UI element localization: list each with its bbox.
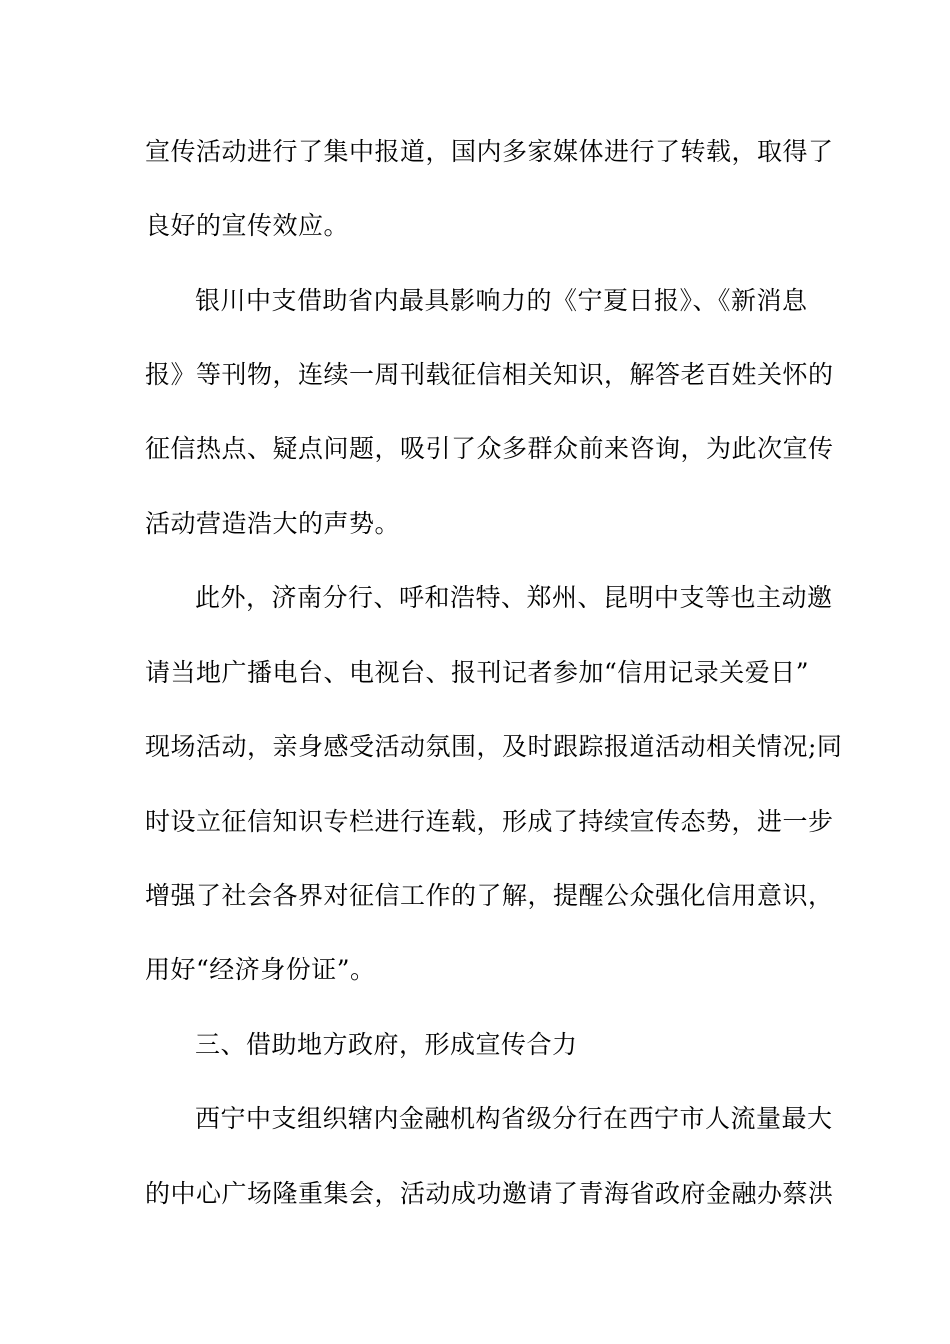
text-line: 的中心广场隆重集会，活动成功邀请了青海省政府金融办蔡洪	[145, 1179, 834, 1208]
section-heading: 三、借助地方政府，形成宣传合力	[195, 1030, 578, 1059]
text-line: 宣传活动进行了集中报道，国内多家媒体进行了转载，取得了	[145, 137, 834, 166]
text-line: 活动营造浩大的声势。	[145, 509, 401, 538]
text-line: 良好的宣传效应。	[145, 211, 350, 240]
text-line: 征信热点、疑点问题，吸引了众多群众前来咨询，为此次宣传	[145, 434, 834, 463]
text-line: 时设立征信知识专栏进行连载，形成了持续宣传态势，进一步	[145, 807, 834, 836]
paragraph-start-line: 西宁中支组织辖内金融机构省级分行在西宁市人流量最大	[195, 1104, 833, 1133]
text-line: 增强了社会各界对征信工作的了解，提醒公众强化信用意识，	[145, 881, 834, 910]
text-line: 报》等刊物，连续一周刊载征信相关知识，解答老百姓关怀的	[145, 360, 834, 389]
text-line: 现场活动，亲身感受活动氛围，及时跟踪报道活动相关情况;同	[145, 732, 843, 761]
text-line: 用好“经济身份证”。	[145, 955, 376, 984]
paragraph-start-line: 此外，济南分行、呼和浩特、郑州、昆明中支等也主动邀	[195, 583, 833, 612]
paragraph-start-line: 银川中支借助省内最具影响力的《宁夏日报》、《新消息	[195, 286, 808, 315]
text-line: 请当地广播电台、电视台、报刊记者参加“信用记录关爱日”	[145, 658, 810, 687]
